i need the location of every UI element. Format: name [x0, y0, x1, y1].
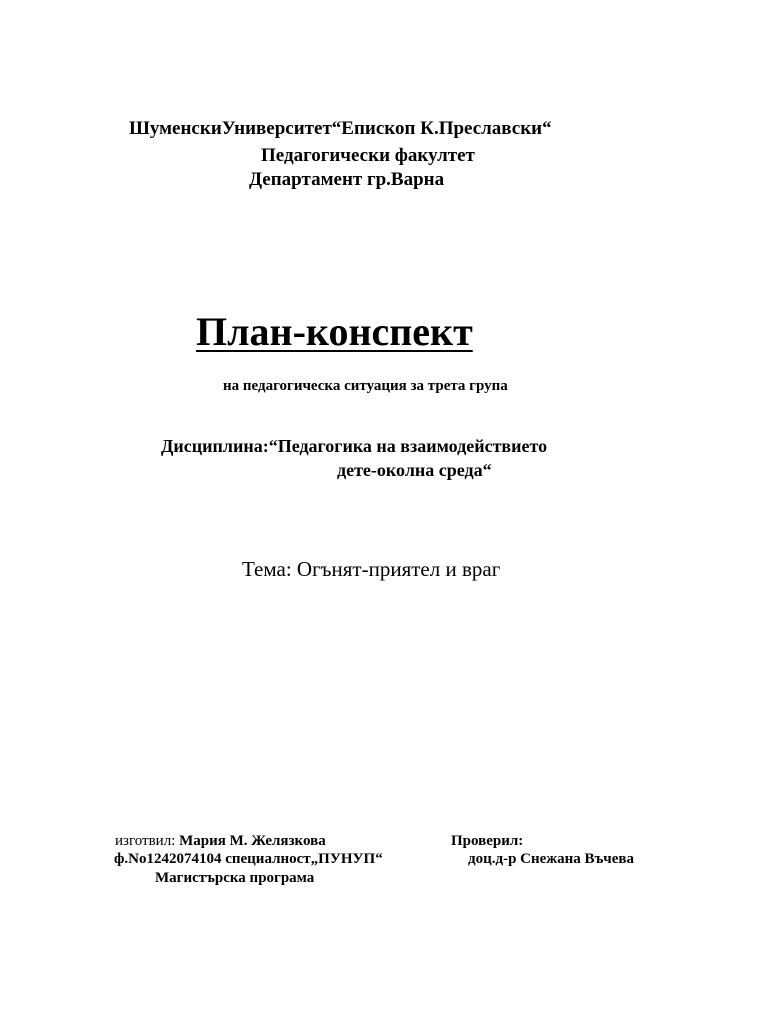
discipline-line-2: дете-околна среда“ [337, 460, 492, 480]
document-subtitle: на педагогическа ситуация за трета група [223, 378, 508, 394]
faculty-name: Педагогически факултет [261, 145, 475, 166]
student-info: ф.No1242074104 специалност„ПУНУП“ [114, 851, 383, 867]
prepared-by [115, 833, 326, 850]
university-name: ШуменскиУниверситет“Епископ К.Преславски“ [129, 118, 552, 139]
checked-name: доц.д-р Снежана Въчева [468, 851, 635, 867]
program-name: Магистърска програма [155, 870, 315, 886]
topic: Тема: Огънят-приятел и враг [242, 557, 501, 581]
prepared-label: изготвил: [115, 833, 180, 849]
checked-label: Проверил: [451, 833, 524, 849]
discipline-line-1: Дисциплина:“Педагогика на взаимодействието [161, 436, 548, 456]
document-title: План-конспект [196, 309, 473, 354]
department-name: Департамент гр.Варна [249, 169, 445, 190]
prepared-name: Мария М. Желязкова [179, 833, 326, 849]
